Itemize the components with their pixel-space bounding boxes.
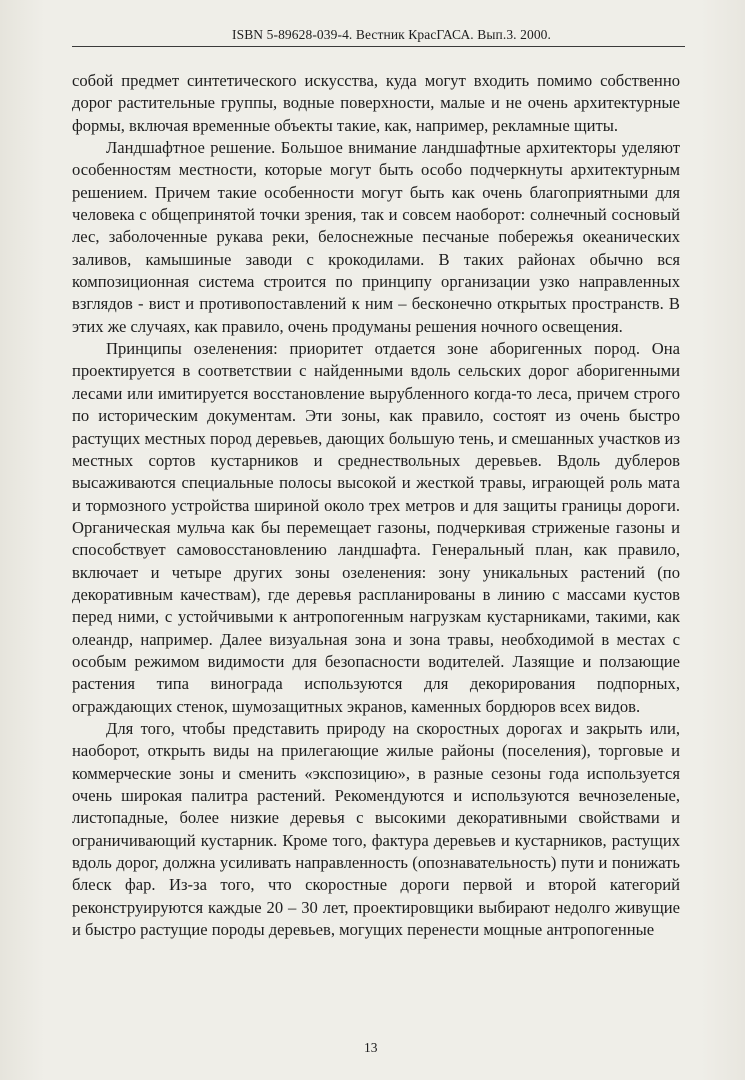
page-number: 13: [364, 1040, 378, 1055]
running-title: ISBN 5-89628-039-4. Вестник КрасГАСА. Вып.3. 2000.: [232, 27, 552, 42]
running-header: [72, 24, 685, 47]
body-text: [72, 70, 680, 941]
paragraph-greening-principles: Принципы озеленения: приоритет отдается зоне аборигенных пород. Она проектируется в соответствии с найденными вдоль сельских дорог аборигенными лесами или имитируется восстановление вырубленного когда-то леса, причем строго по историческим документам. Эти зоны, как правило, состоят из очень быстро растущих местных пород деревьев, дающих большую тень, и смешанных участков из местных сортов кустарников и среднествольных деревьев. Вдоль дублеров высаживаются специальные полосы высокой и жесткой травы, играющей роль мата и тормозного устройства шириной около трех метров и для защиты границы дороги. Органическая мульча как бы перемещает газоны, подчеркивая стриженые газоны и способствует самовосстановлению ландшафта. Генеральный план, как правило, включает и четыре других зоны озеленения: зону уникальных растений (по декоративным качествам), где деревья распланированы в линию с массами кустов перед ними, с устойчивыми к антропогенным нагрузкам кустарниками, такими, как олеандр, например. Далее визуальная зона и зона травы, необходимой в местах с особым режимом видимости для безопасности водителей. Лазящие и ползающие растения типа винограда используются для декорирования подпорных, ограждающих стенок, шумозащитных экранов, каменных бордюров всех видов.: [72, 339, 680, 716]
paragraph-landscape-solution: Ландшафтное решение. Большое внимание ландшафтные архитекторы уделяют особенностям местности, которые могут быть особо подчеркнуты архитектурным решением. Причем такие особенности могут быть как очень благоприятными для человека с общепринятой точки зрения, так и совсем наоборот: солнечный сосновый лес, заболоченные рукава реки, белоснежные песчаные побережья океанических заливов, камышиные заводи с крокодилами. В таких районах обычно вся композиционная система строится по принципу организации узко направленных взглядов - вист и противопоставлений к ним – бесконечно открытых пространств. В этих же случаях, как правило, очень продуманы решения ночного освещения.: [72, 138, 680, 336]
paragraph-continuation: собой предмет синтетического искусства, куда могут входить помимо собственно дорог растительные группы, водные поверхности, малые и не очень архитектурные формы, включая временные объекты такие, как, например, рекламные щиты.: [72, 71, 680, 135]
paragraph-nature-highways: Для того, чтобы представить природу на скоростных дорогах и закрыть или, наоборот, открыть виды на прилегающие жилые районы (поселения), торговые и коммерческие зоны и сменить «экспозицию», в разные сезоны года используется очень широкая палитра растений. Рекомендуются и используются вечнозеленые, листопадные, более низкие деревья с высокими декоративными свойствами и ограничивающий кустарник. Кроме того, фактура деревьев и кустарников, растущих вдоль дорог, должна усиливать направленность (опознавательность) пути и понижать блеск фар. Из-за того, что скоростные дороги первой и второй категорий реконструируются каждые 20 – 30 лет, проектировщики выбирают недолго живущие и быстро растущие породы деревьев, могущих перенести мощные антропогенные: [72, 718, 680, 940]
